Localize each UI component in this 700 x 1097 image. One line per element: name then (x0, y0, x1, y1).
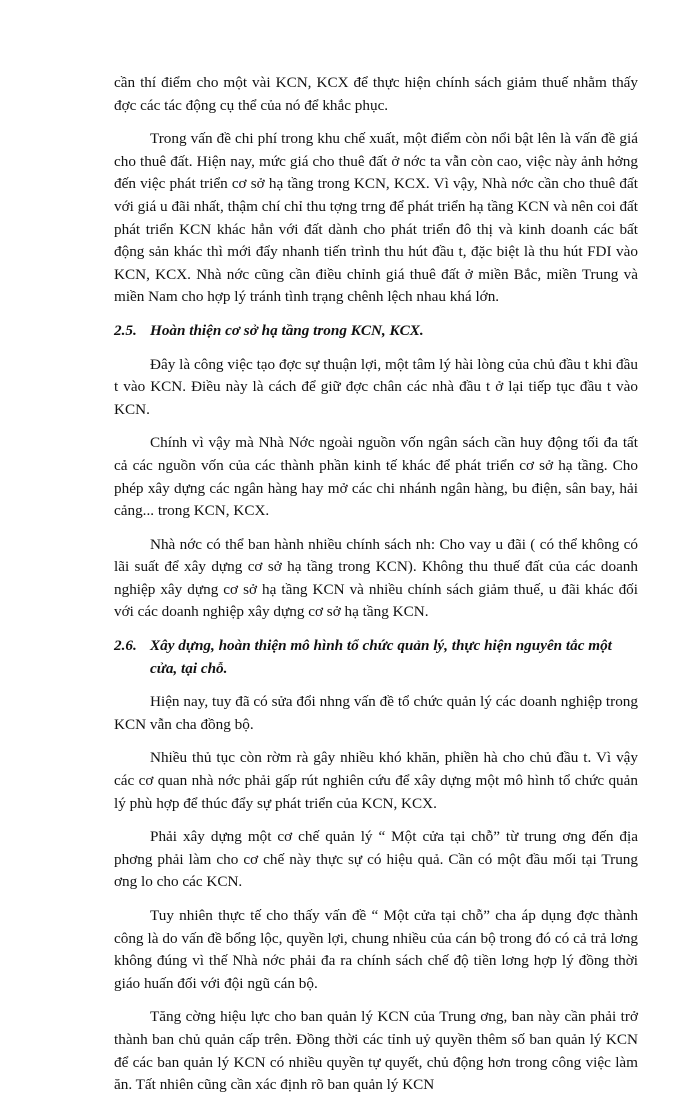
paragraph-land-rent: Trong vấn đề chi phí trong khu chế xuất, một điểm còn nổi bật lên là vấn đề giá cho thuê đất. Hiện nay, mức giá cho thuê đất ở nớc ta vẫn còn cao, việc này ảnh hởng đến việc phát triển cơ sở hạ tầng trong KCN, KCX. Vì vậy, Nhà nớc cần cho thuê đất với giá u đãi nhất, thậm chí chỉ thu tợng trng để phát triển hạ tầng KCN và nên coi đất phát triển KCN khác hẳn với đất dành cho phát triển đô thị và kinh doanh các bất động sản khác thì mới đẩy nhanh tiến trình thu hút đầu t, đặc biệt là thu hút FDI vào KCN, KCX. Nhà nớc cũng cần điều chỉnh giá thuê đất ở miền Bắc, miền Trung và miền Nam cho hợp lý tránh tình trạng chênh lệch nhau khá lớn. (114, 130, 638, 306)
section-number: 2.6. (114, 637, 137, 655)
paragraph-procedures: Nhiều thủ tục còn rờm rà gây nhiều khó khăn, phiền hà cho chủ đầu t. Vì vậy các cơ quan nhà nớc phải gấp rút nghiên cứu để xây dựng một mô hình tổ chức quản lý phù hợp để thúc đẩy sự phát triển của KCN, KCX. (114, 749, 638, 812)
section-title: Xây dựng, hoàn thiện mô hình tổ chức quản lý, thực hiện nguyên tắc một cửa, tại chỗ. (150, 637, 612, 677)
paragraph-authority: Tăng cờng hiệu lực cho ban quản lý KCN của Trung ơng, ban này cần phải trở thành ban chủ quản cấp trên. Đồng thời các tỉnh uỷ quyền thêm số ban quản lý KCN để các ban quản lý KCN có nhiều quyền tự quyết, chủ động hơn trong công việc làm ăn. Tất nhiên cũng cần xác định rõ ban quản lý KCN (114, 1008, 638, 1094)
paragraph-policies: Nhà nớc có thể ban hành nhiều chính sách nh: Cho vay u đãi ( có thể không có lãi suất để xây dựng cơ sở hạ tầng trong KCN). Không thu thuế đất của các doanh nghiệp xây dựng cơ sở hạ tầng KCN và nhiều chính sách giảm thuế, u đãi khác đối với các doanh nghiệp xây dựng cơ sở hạ tầng KCN. (114, 535, 638, 621)
paragraph-continuation: cần thí điểm cho một vài KCN, KCX để thực hiện chính sách giảm thuế nhằm thấy đợc các tác động cụ thể của nó để khắc phục. (114, 74, 638, 114)
paragraph-one-stop-shop: Phải xây dựng một cơ chế quản lý “ Một cửa tại chỗ” từ trung ơng đến địa phơng phải làm cho cơ chế này thực sự có hiệu quả. Cần có một đầu mối tại Trung ơng lo cho các KCN. (114, 828, 638, 891)
section-heading-2-5 (114, 320, 638, 343)
section-heading-2-6 (114, 635, 638, 680)
paragraph-infrastructure: Đây là công việc tạo đợc sự thuận lợi, một tâm lý hài lòng của chủ đầu t khi đầu t vào KCN. Điều này là cách để giữ đợc chân các nhà đầu t ở lại tiếp tục đầu t vào KCN. (114, 355, 638, 418)
paragraph-management: Hiện nay, tuy đã có sửa đổi nhng vấn đề tổ chức quản lý các doanh nghiệp trong KCN vẫn cha đồng bộ. (114, 693, 638, 733)
paragraph-one-stop-reality: Tuy nhiên thực tế cho thấy vấn đề “ Một cửa tại chỗ” cha áp dụng đợc thành công là do vấn đề bổng lộc, quyền lợi, chung nhiều của cán bộ trong đó có cả trả lơng không đúng vì thế Nhà nớc phải đa ra chính sách chế độ tiền lơng hợp lý đồng thời giáo huấn đối với đội ngũ cán bộ. (114, 907, 638, 992)
paragraph-capital-sources: Chính vì vậy mà Nhà Nớc ngoài nguồn vốn ngân sách cần huy động tối đa tất cả các nguồn vốn của các thành phần kinh tế khác để phát triển cơ sở hạ tầng. Cho phép xây dựng các ngân hàng hay mở các chi nhánh ngân hàng, bu điện, sân bay, hải cảng... trong KCN, KCX. (114, 434, 638, 520)
section-number: 2.5. (114, 321, 137, 339)
section-title: Hoàn thiện cơ sở hạ tầng trong KCN, KCX. (150, 321, 424, 339)
